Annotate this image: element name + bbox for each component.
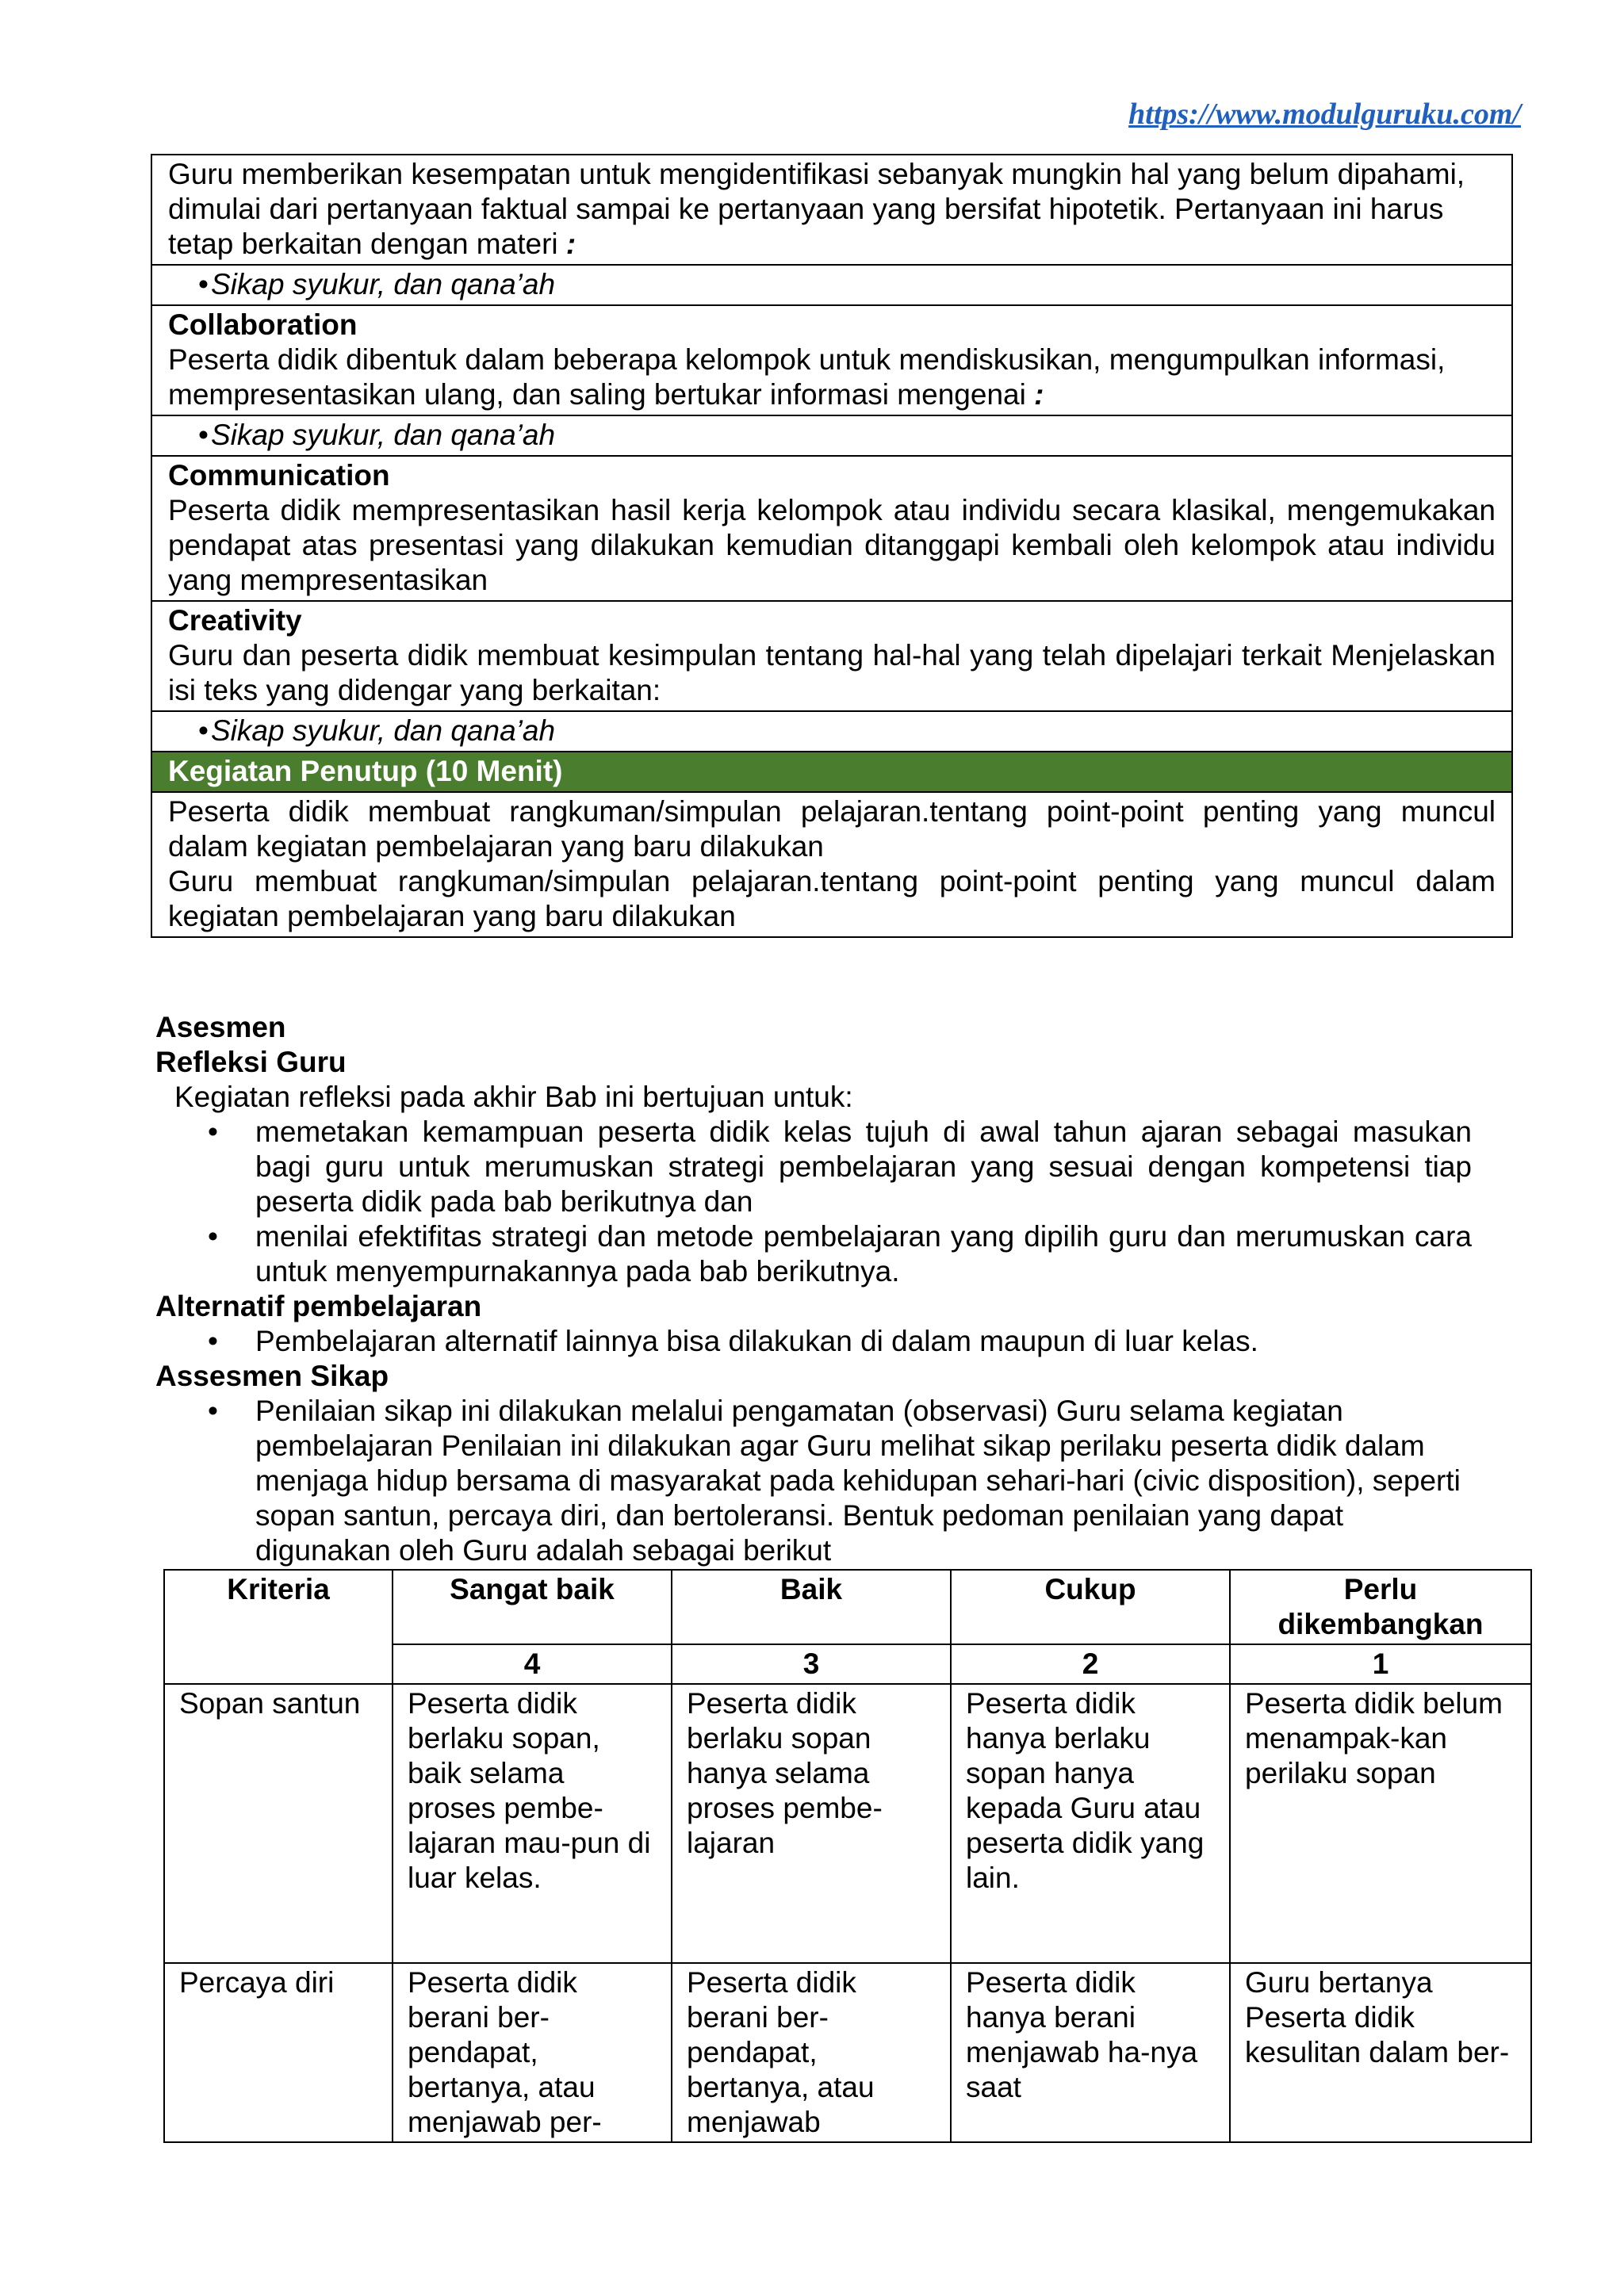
closing-activity-header: Kegiatan Penutup (10 Menit) [151, 752, 1512, 792]
score-cell: 4 [393, 1644, 672, 1684]
table-row [151, 265, 1512, 305]
collaboration-title: Collaboration [168, 308, 358, 341]
bullet-item: • Sikap syukur, dan qana’ah [151, 711, 1512, 752]
closing-cell [151, 792, 1512, 937]
collaboration-cell [151, 305, 1512, 415]
colon-mark: : [1034, 378, 1044, 411]
attitude-title: Assesmen Sikap [155, 1360, 389, 1392]
assessment-section [155, 1010, 1519, 1568]
rubric-cell: Guru bertanya Peserta didik kesulitan dalam ber- [1230, 1963, 1531, 2142]
collaboration-text: Peserta didik dibentuk dalam beberapa kelompok untuk mendiskusikan, mengumpulkan informasi, mempresentasikan ulang, dan saling bertukar informasi mengenai [168, 343, 1446, 411]
column-header-good: Baik [672, 1570, 951, 1644]
column-header-criteria: Kriteria [164, 1570, 393, 1684]
attitude-rubric-table [163, 1569, 1532, 2143]
reflection-intro: Kegiatan refleksi pada akhir Bab ini bertujuan untuk: [174, 1081, 853, 1113]
table-row [151, 305, 1512, 415]
rubric-cell: Peserta didik hanya berlaku sopan hanya kepada Guru atau peserta didik yang lain. [951, 1684, 1230, 1963]
closing-text-1: Peserta didik membuat rangkuman/simpulan pelajaran.tentang point-point penting yang muncul dalam kegiatan pembelajaran yang baru dilakukan [168, 795, 1496, 863]
column-header-needs-improvement: Perlu dikembangkan [1230, 1570, 1531, 1644]
header-url-link[interactable]: https://www.modulguruku.com/ [1128, 98, 1521, 131]
reflection-title: Refleksi Guru [155, 1046, 347, 1078]
questioning-text: Guru memberikan kesempatan untuk mengidentifikasi sebanyak mungkin hal yang belum dipahami, dimulai dari pertanyaan faktual sampai ke pertanyaan yang bersifat hipotetik. Pertanyaan ini harus tetap berkaitan dengan materi [168, 158, 1465, 260]
table-row [151, 792, 1512, 937]
list-item: • memetakan kemampuan peserta didik kelas tujuh di awal tahun ajaran sebagai masukan bagi guru untuk merumuskan strategi pembelajaran yang sesuai dengan kompetensi tiap peserta didik pada bab berikutnya dan [155, 1115, 1519, 1219]
communication-cell [151, 456, 1512, 601]
column-header-enough: Cukup [951, 1570, 1230, 1644]
list-item: • Penilaian sikap ini dilakukan melalui pengamatan (observasi) Guru selama kegiatan pembelajaran Penilaian ini dilakukan agar Guru melihat sikap perilaku peserta didik dalam menjaga hidup bersama di masyarakat pada kehidupan sehari-hari (civic disposition), seperti sopan santun, percaya diri, dan bertoleransi. Bentuk pedoman penilaian yang dapat digunakan oleh Guru adalah sebagai berikut [155, 1394, 1519, 1568]
column-header-very-good: Sangat baik [393, 1570, 672, 1644]
bullet-item: • Sikap syukur, dan qana’ah [151, 265, 1512, 305]
table-row [151, 752, 1512, 792]
rubric-cell: Peserta didik belum menampak-kan perilaku sopan [1230, 1684, 1531, 1963]
creativity-cell [151, 601, 1512, 711]
table-row [151, 155, 1512, 265]
criterion-cell: Percaya diri [164, 1963, 393, 2142]
questioning-cell [151, 155, 1512, 265]
alternative-list [155, 1324, 1519, 1359]
table-header-row [164, 1570, 1531, 1644]
closing-text-2: Guru membuat rangkuman/simpulan pelajaran.tentang point-point penting yang muncul dalam kegiatan pembelajaran yang baru dilakukan [168, 865, 1496, 932]
communication-title: Communication [168, 459, 390, 492]
communication-text: Peserta didik mempresentasikan hasil kerja kelompok atau individu secara klasikal, mengemukakan pendapat atas presentasi yang dilakukan kemudian ditanggapi kembali oleh kelompok atau individu yang mempresentasikan [168, 494, 1496, 596]
rubric-cell: Peserta didik berlaku sopan hanya selama proses pembe-lajaran [672, 1684, 951, 1963]
creativity-title: Creativity [168, 604, 302, 637]
table-row [151, 415, 1512, 456]
score-cell: 2 [951, 1644, 1230, 1684]
table-row [164, 1963, 1531, 2142]
table-row [151, 711, 1512, 752]
list-item: • menilai efektifitas strategi dan metode pembelajaran yang dipilih guru dan merumuskan cara untuk menyempurnakannya pada bab berikutnya. [155, 1219, 1519, 1289]
table-row [164, 1684, 1531, 1963]
rubric-cell: Peserta didik berlaku sopan, baik selama proses pembe-lajaran mau-pun di luar kelas. [393, 1684, 672, 1963]
rubric-cell: Peserta didik berani ber-pendapat, bertanya, atau menjawab per- [393, 1963, 672, 2142]
score-cell: 1 [1230, 1644, 1531, 1684]
table-row [151, 601, 1512, 711]
learning-activity-table [151, 154, 1513, 938]
alternative-title: Alternatif pembelajaran [155, 1290, 482, 1322]
reflection-list [155, 1115, 1519, 1289]
colon-mark: : [565, 228, 576, 260]
rubric-cell: Peserta didik hanya berani menjawab ha-nya saat [951, 1963, 1230, 2142]
criterion-cell: Sopan santun [164, 1684, 393, 1963]
table-row [151, 456, 1512, 601]
rubric-cell: Peserta didik berani ber-pendapat, bertanya, atau menjawab [672, 1963, 951, 2142]
score-cell: 3 [672, 1644, 951, 1684]
list-item: • Pembelajaran alternatif lainnya bisa dilakukan di dalam maupun di luar kelas. [155, 1324, 1519, 1359]
creativity-text: Guru dan peserta didik membuat kesimpulan tentang hal-hal yang telah dipelajari terkait Menjelaskan isi teks yang didengar yang berkaitan: [168, 639, 1496, 706]
bullet-item: • Sikap syukur, dan qana’ah [151, 415, 1512, 456]
attitude-list [155, 1394, 1519, 1568]
assessment-title: Asesmen [155, 1011, 286, 1043]
